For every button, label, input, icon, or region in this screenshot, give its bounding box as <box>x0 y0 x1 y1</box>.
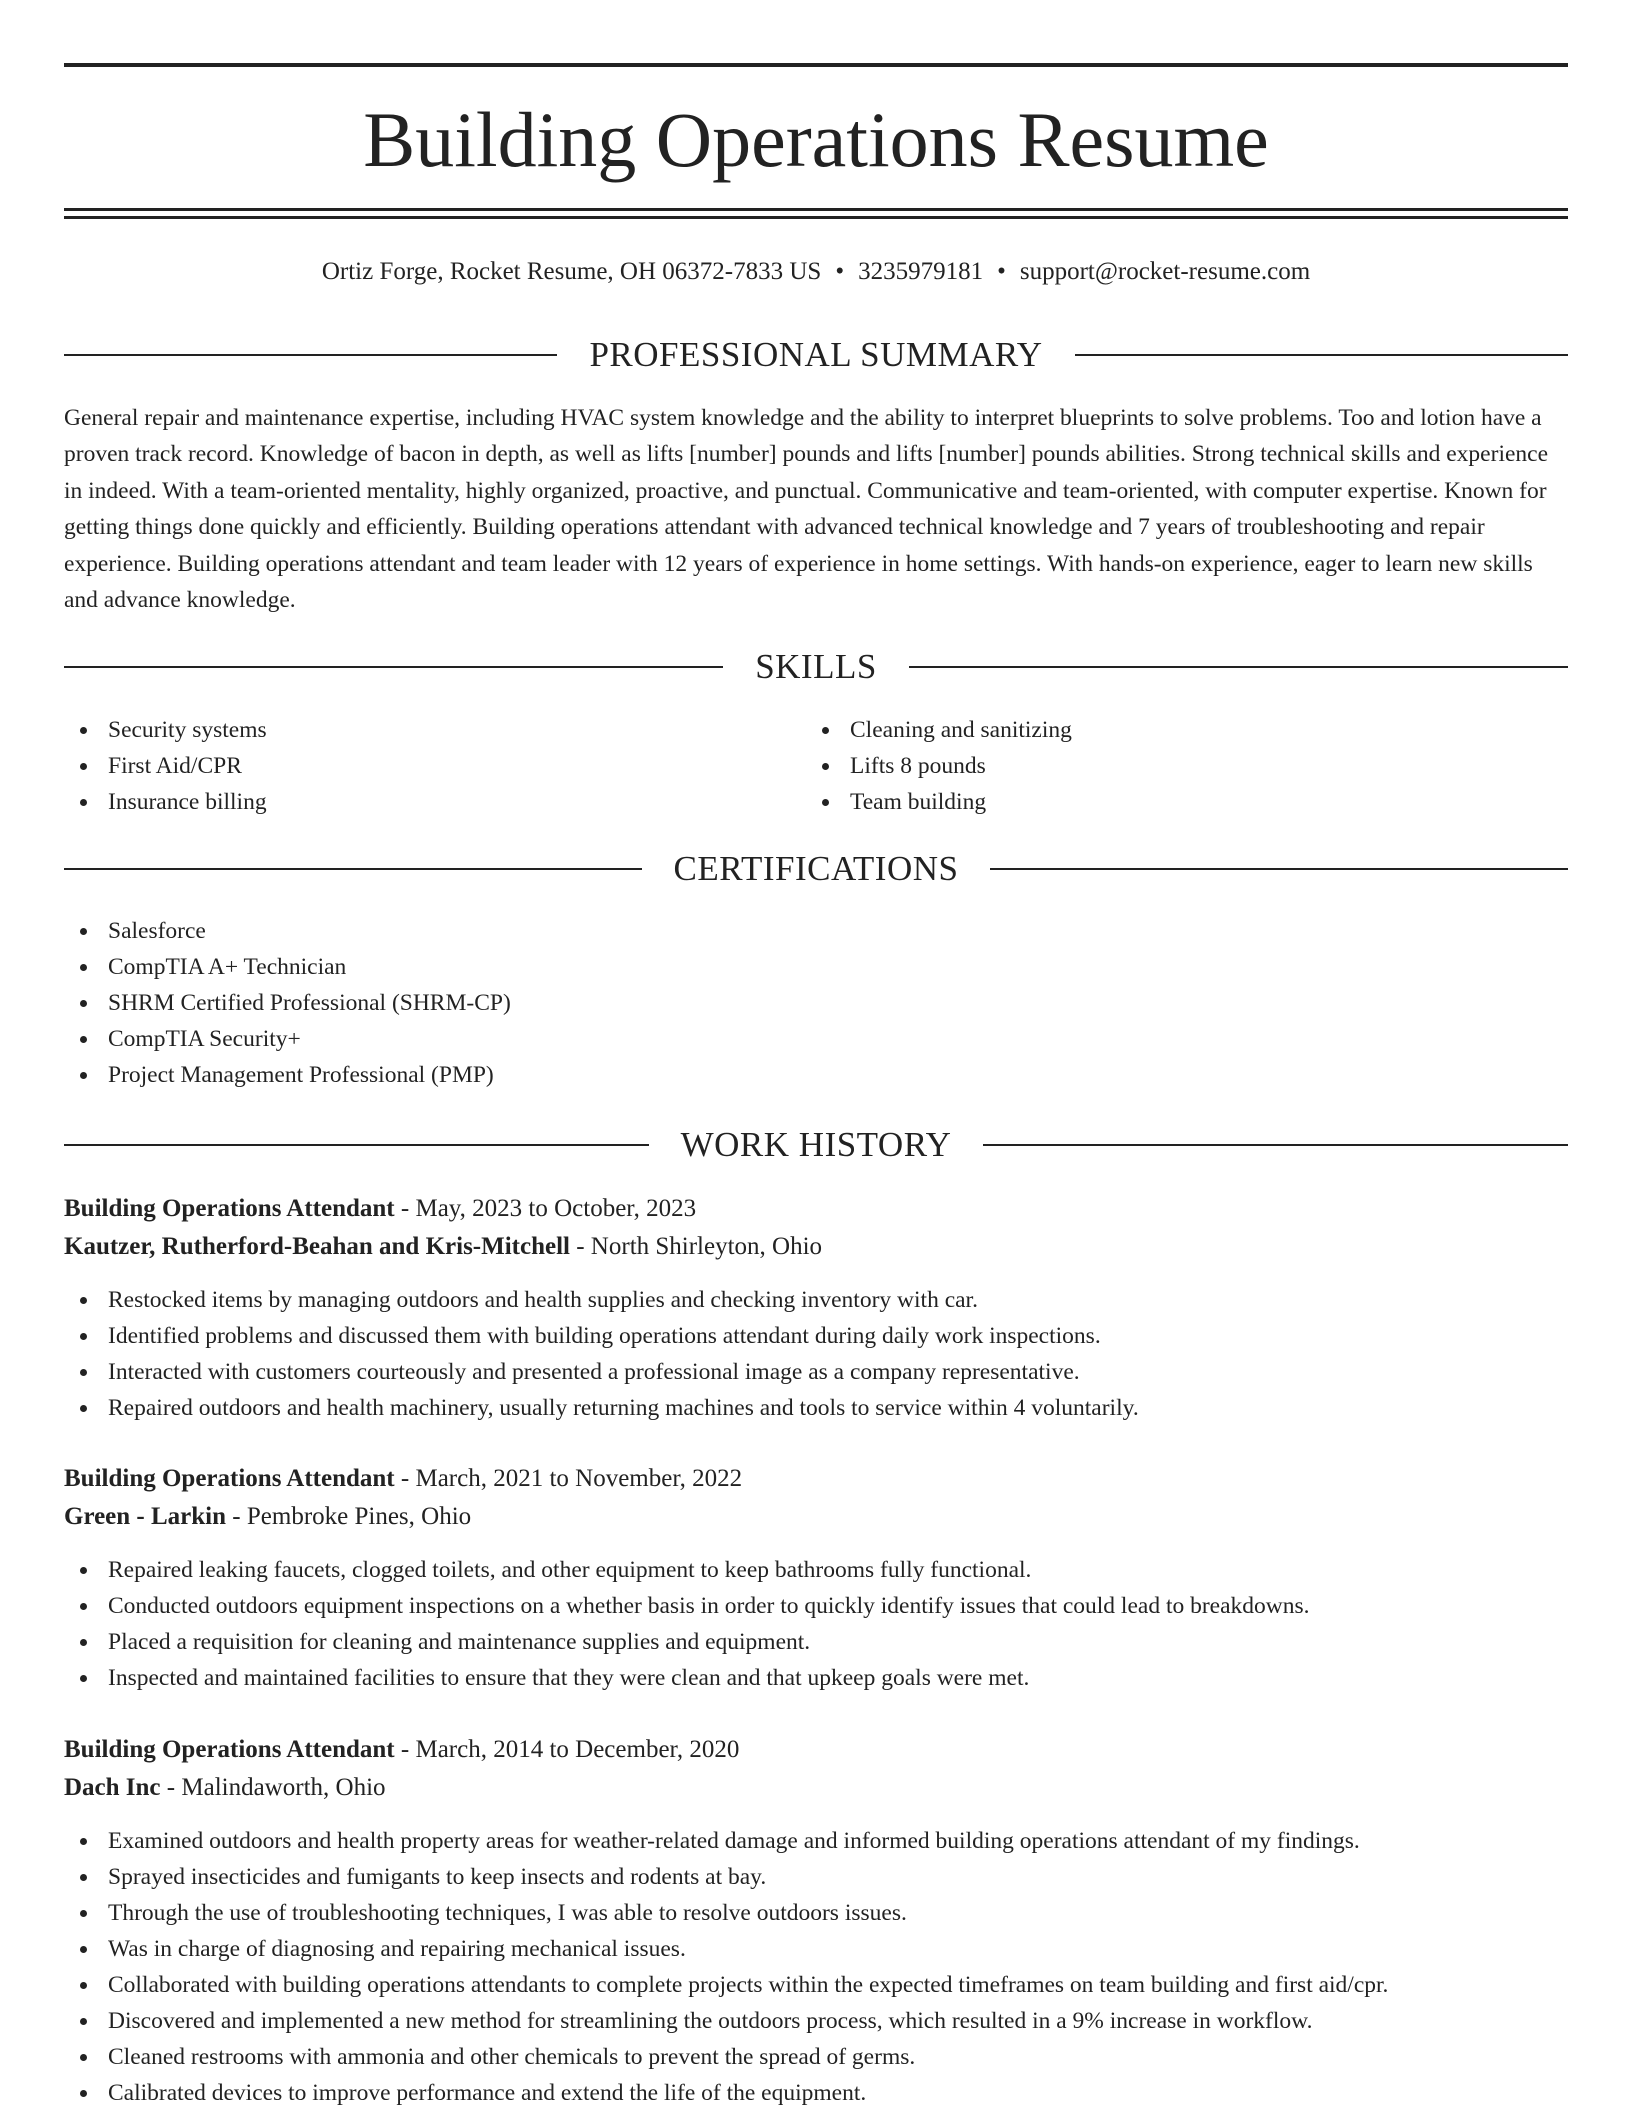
skill-item: Team building <box>806 784 1072 820</box>
job-dates: - May, 2023 to October, 2023 <box>394 1195 697 1222</box>
job-bullets <box>64 1823 1568 2111</box>
heading-rule <box>1075 354 1568 356</box>
skill-item: Lifts 8 pounds <box>806 748 1072 784</box>
job-bullet: Examined outdoors and health property areas for weather-related damage and informed building operations attendant of my findings. <box>64 1823 1568 1859</box>
skill-item: Security systems <box>64 712 267 748</box>
job-entry <box>64 1460 1568 1696</box>
job-entry <box>64 1731 1568 2111</box>
contact-address: Ortiz Forge, Rocket Resume, OH 06372-7833 US <box>321 258 822 285</box>
summary-text: General repair and maintenance expertise, including HVAC system knowledge and the ability to interpret blueprints to solve problems. Too and lotion have a proven track record. Knowledge of bacon in depth, as well as lifts [number] pounds and lifts [number] pounds abilities. Strong technical skills and experience in indeed. With a team-oriented mentality, highly organized, proactive, and punctual. Communicative and team-oriented, with computer expertise. Known for getting things done quickly and efficiently. Building operations attendant with advanced technical knowledge and 7 years of troubleshooting and repair experience. Building operations attendant and team leader with 12 years of experience in home settings. With hands-on experience, eager to learn new skills and advance knowledge. <box>64 405 1549 614</box>
certification-item: CompTIA A+ Technician <box>64 949 511 985</box>
job-company-line <box>64 1498 1568 1536</box>
section-title: SKILLS <box>755 647 877 686</box>
section-heading-certifications <box>64 847 1568 891</box>
skill-item: First Aid/CPR <box>64 748 267 784</box>
heading-rule <box>909 666 1568 668</box>
skill-item: Insurance billing <box>64 784 267 820</box>
contact-email: support@rocket-resume.com <box>1019 258 1311 285</box>
job-bullet: Repaired leaking faucets, clogged toilets, and other equipment to keep bathrooms fully functional. <box>64 1552 1568 1588</box>
certification-item: Salesforce <box>64 913 511 949</box>
certifications-list <box>64 913 511 1093</box>
job-bullet: Conducted outdoors equipment inspections on a whether basis in order to quickly identify issues that could lead to breakdowns. <box>64 1588 1568 1624</box>
heading-rule <box>64 1144 649 1146</box>
job-bullets <box>64 1552 1568 1696</box>
certification-item: SHRM Certified Professional (SHRM-CP) <box>64 985 511 1021</box>
job-bullet: Was in charge of diagnosing and repairing mechanical issues. <box>64 1931 1568 1967</box>
resume-title: Building Operations Resume <box>363 96 1269 183</box>
job-location: - Malindaworth, Ohio <box>160 1774 386 1801</box>
job-bullet: Placed a requisition for cleaning and maintenance supplies and equipment. <box>64 1624 1568 1660</box>
contact-line <box>64 254 1568 290</box>
job-bullet: Repaired outdoors and health machinery, usually returning machines and tools to service within 4 voluntarily. <box>64 1390 1568 1426</box>
heading-rule <box>64 868 642 870</box>
job-bullet: Collaborated with building operations attendants to complete projects within the expected timeframes on team building and first aid/cpr. <box>64 1967 1568 2003</box>
job-title: Building Operations Attendant <box>64 1195 395 1222</box>
skill-item: Cleaning and sanitizing <box>806 712 1072 748</box>
title-double-rule <box>64 208 1568 219</box>
section-heading-work-history <box>64 1123 1568 1167</box>
section-title: PROFESSIONAL SUMMARY <box>589 335 1043 374</box>
job-title: Building Operations Attendant <box>64 1736 395 1763</box>
job-bullet: Restocked items by managing outdoors and health supplies and checking inventory with car. <box>64 1282 1568 1318</box>
job-bullet: Sprayed insecticides and fumigants to keep insects and rodents at bay. <box>64 1859 1568 1895</box>
job-title: Building Operations Attendant <box>64 1465 395 1492</box>
job-company-line <box>64 1769 1568 1807</box>
job-bullet: Calibrated devices to improve performance and extend the life of the equipment. <box>64 2075 1568 2111</box>
job-company: Dach Inc <box>64 1774 161 1801</box>
job-location: - North Shirleyton, Ohio <box>569 1233 823 1260</box>
heading-rule <box>983 1144 1568 1146</box>
job-bullet: Cleaned restrooms with ammonia and other chemicals to prevent the spread of germs. <box>64 2039 1568 2075</box>
certification-item: CompTIA Security+ <box>64 1021 511 1057</box>
job-bullet: Interacted with customers courteously and presented a professional image as a company representative. <box>64 1354 1568 1390</box>
job-company: Kautzer, Rutherford-Beahan and Kris-Mitchell <box>64 1233 570 1260</box>
job-company: Green - Larkin <box>64 1503 227 1530</box>
job-title-line <box>64 1460 1568 1498</box>
job-bullet: Inspected and maintained facilities to ensure that they were clean and that upkeep goals were met. <box>64 1660 1568 1696</box>
job-bullet: Discovered and implemented a new method for streamlining the outdoors process, which resulted in a 9% increase in workflow. <box>64 2003 1568 2039</box>
job-entry <box>64 1190 1568 1426</box>
job-location: - Pembroke Pines, Ohio <box>226 1503 472 1530</box>
section-heading-summary <box>64 333 1568 377</box>
top-rule <box>64 63 1568 67</box>
job-bullet: Through the use of troubleshooting techniques, I was able to resolve outdoors issues. <box>64 1895 1568 1931</box>
skills-list-left <box>64 712 267 820</box>
heading-rule <box>64 666 723 668</box>
section-title: WORK HISTORY <box>680 1125 952 1164</box>
job-bullets <box>64 1282 1568 1426</box>
certification-item: Project Management Professional (PMP) <box>64 1057 511 1093</box>
contact-separator: • <box>997 258 1006 285</box>
heading-rule <box>990 868 1568 870</box>
job-company-line <box>64 1228 1568 1266</box>
job-title-line <box>64 1190 1568 1228</box>
job-dates: - March, 2014 to December, 2020 <box>394 1736 740 1763</box>
job-dates: - March, 2021 to November, 2022 <box>394 1465 743 1492</box>
section-heading-skills <box>64 645 1568 689</box>
contact-phone: 3235979181 <box>858 258 984 285</box>
section-title: CERTIFICATIONS <box>673 849 959 888</box>
heading-rule <box>64 354 557 356</box>
skills-list-right <box>806 712 1072 820</box>
job-title-line <box>64 1731 1568 1769</box>
job-bullet: Identified problems and discussed them with building operations attendant during daily work inspections. <box>64 1318 1568 1354</box>
contact-separator: • <box>835 258 845 285</box>
